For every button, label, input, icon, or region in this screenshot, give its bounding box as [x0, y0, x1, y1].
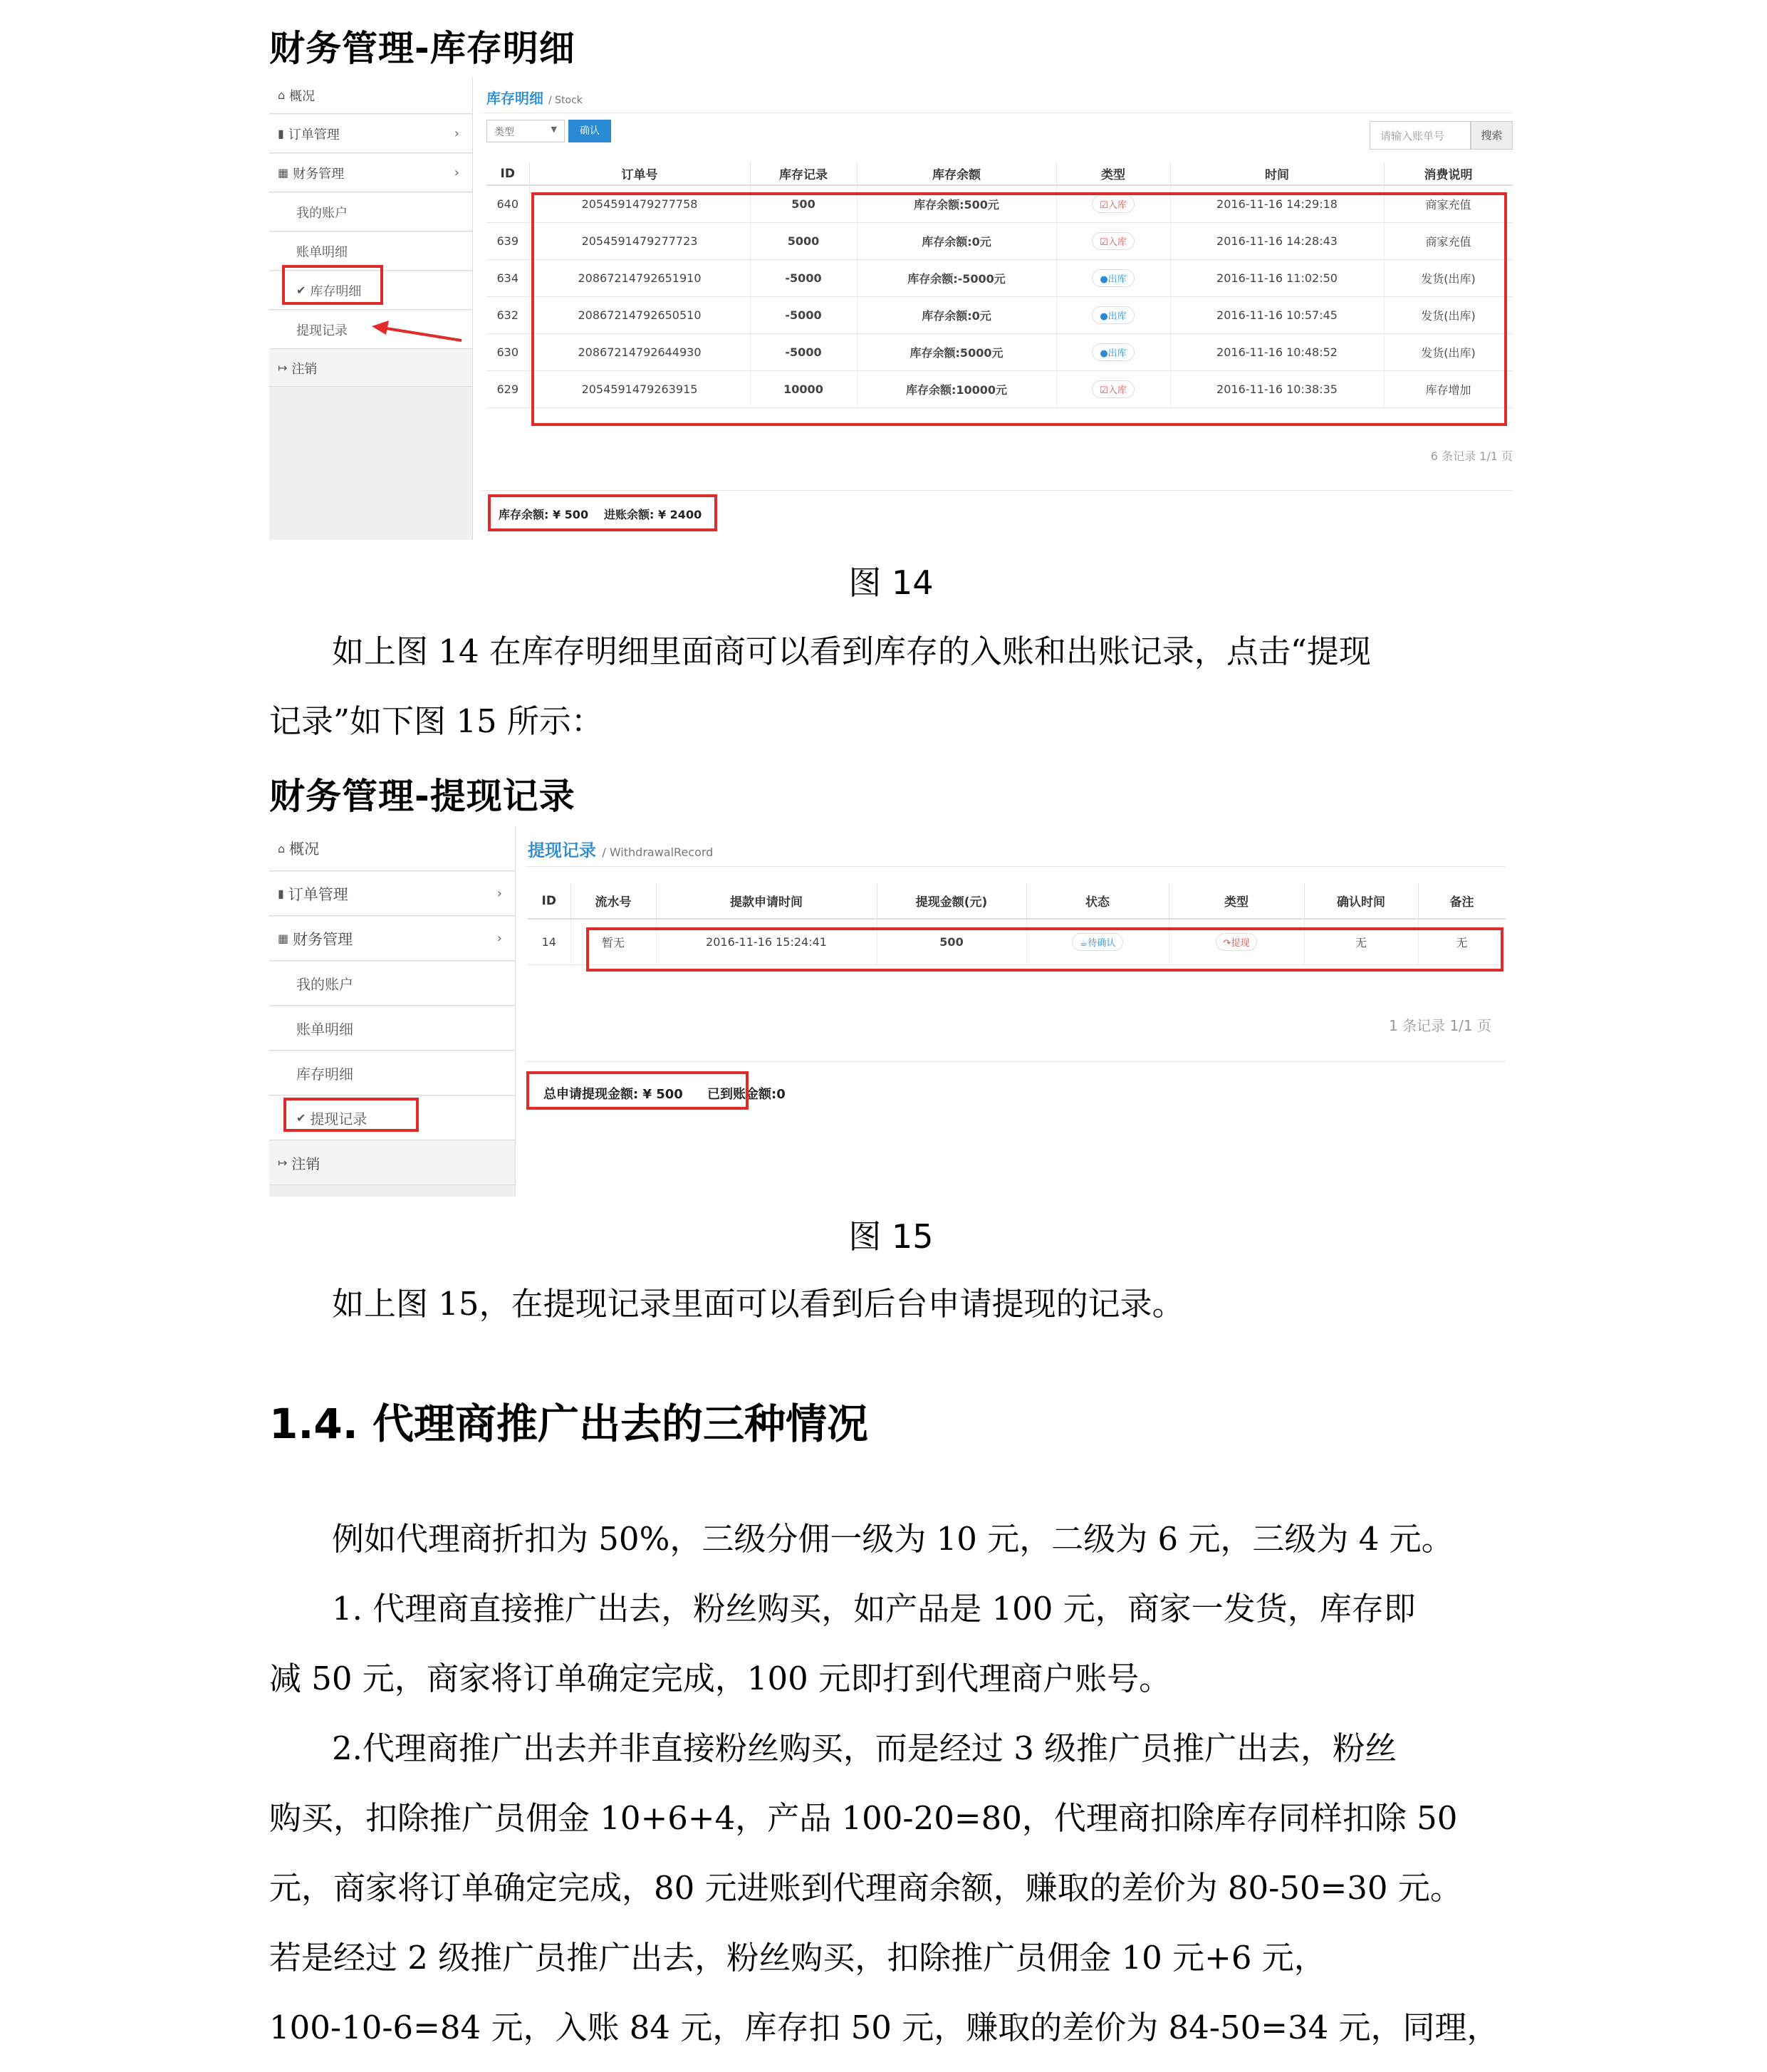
column-header: 订单号 — [529, 162, 750, 185]
status-badge: ☕待确认 — [1072, 933, 1124, 951]
file-icon: ▮ — [278, 127, 284, 140]
screenshot-withdraw-record — [269, 826, 1506, 1197]
caret-down-icon: ▼ — [551, 125, 557, 134]
search-input[interactable]: 请输入账单号 — [1370, 121, 1471, 150]
arrived-amount: 已到账金额:0 — [707, 1087, 786, 1102]
calculator-icon: ▦ — [278, 166, 289, 179]
column-header: ID — [528, 883, 570, 919]
table-header — [486, 162, 1513, 185]
check-icon: ✔ — [296, 1111, 306, 1125]
heading-stock-detail: 财务管理-库存明细 — [269, 28, 575, 69]
paragraph-line: 例如代理商折扣为 50%，三级分佣一级为 10 元，二级为 6 元，三级为 4 元。 — [332, 1520, 1454, 1558]
confirm-button[interactable]: 确认 — [568, 120, 611, 142]
sidebar — [269, 77, 473, 540]
highlight-box — [488, 494, 717, 531]
withdraw-total: 总申请提现金额: ¥ 500 — [543, 1087, 683, 1102]
chevron-right-icon: › — [454, 126, 459, 141]
divider — [483, 490, 1513, 491]
type-badge: ↷提现 — [1216, 933, 1258, 951]
page-title: 提现记录 / WithdrawalRecord — [528, 840, 714, 860]
home-icon: ⌂ — [278, 841, 286, 855]
column-header: 库存记录 — [750, 162, 857, 185]
table-row[interactable]: 640 2054591479277758 500 库存余额:500元 ☑入库 2016-11-16 14:29:18 商家充值 — [486, 185, 1513, 222]
table-row[interactable]: 639 2054591479277723 5000 库存余额:0元 ☑入库 2016-11-16 14:28:43 商家充值 — [486, 222, 1513, 259]
paragraph-line: 如上图 14 在库存明细里面商可以看到库存的入账和出账记录，点击“提现 — [332, 632, 1371, 670]
column-header: 时间 — [1170, 162, 1384, 185]
sidebar-item-bill-detail[interactable]: 账单明细 — [269, 232, 472, 271]
section-title: 1.4. 代理商推广出去的三种情况 — [269, 1400, 868, 1448]
sidebar-item-logout[interactable]: ↦ 注销 — [269, 350, 472, 387]
highlight-box — [531, 192, 1507, 426]
type-badge: ●出库 — [1092, 343, 1134, 361]
column-header: ID — [486, 162, 529, 185]
chevron-right-icon: › — [454, 165, 459, 180]
search-button[interactable]: 搜索 — [1471, 121, 1513, 150]
column-header: 提款申请时间 — [656, 883, 877, 919]
divider — [526, 866, 1506, 867]
divider — [526, 1061, 1506, 1062]
figure-caption: 图 14 — [848, 563, 934, 602]
paragraph-line: 2.代理商推广出去并非直接粉丝购买，而是经过 3 级推广员推广出去，粉丝 — [332, 1729, 1397, 1767]
paragraph-line: 记录”如下图 15 所示： — [269, 702, 603, 740]
column-header: 备注 — [1418, 883, 1506, 919]
income-balance-total: 进账余额: ¥ 2400 — [604, 508, 702, 521]
paragraph-line: 100-10-6=84 元，入账 84 元，库存扣 50 元，赚取的差价为 84-50=34 元，同理， — [269, 2009, 1499, 2046]
highlight-box — [526, 1071, 749, 1110]
paragraph-line: 元，商家将订单确定完成，80 元进账到代理商余额，赚取的差价为 80-50=30 元。 — [269, 1869, 1462, 1907]
column-header: 确认时间 — [1304, 883, 1418, 919]
highlight-box — [283, 1098, 419, 1132]
logout-icon: ↦ — [278, 1156, 288, 1170]
pager-info: 6 条记录 1/1 页 — [1430, 449, 1513, 463]
type-badge: ●出库 — [1092, 306, 1134, 324]
column-header: 提现金额(元) — [877, 883, 1026, 919]
type-badge: ☑入库 — [1092, 380, 1135, 398]
table-header — [528, 883, 1506, 919]
sidebar-item-withdraw-record[interactable]: ✔ 提现记录 — [269, 1096, 515, 1140]
column-header: 类型 — [1169, 883, 1304, 919]
table-row[interactable]: 629 2054591479263915 10000 库存余额:10000元 ☑入库 2016-11-16 10:38:35 库存增加 — [486, 370, 1513, 407]
column-header: 类型 — [1056, 162, 1170, 185]
heading-withdraw-record: 财务管理-提现记录 — [269, 776, 575, 817]
screenshot-stock-detail — [269, 77, 1513, 540]
sidebar-item-stock-detail[interactable]: 库存明细 — [269, 1051, 515, 1095]
paragraph-line: 减 50 元，商家将订单确定完成，100 元即打到代理商户账号。 — [269, 1660, 1172, 1697]
type-badge: ●出库 — [1092, 269, 1134, 287]
sidebar-item-bill-detail[interactable]: 账单明细 — [269, 1006, 515, 1051]
column-header: 流水号 — [570, 883, 656, 919]
chevron-right-icon: › — [496, 886, 502, 901]
column-header: 状态 — [1026, 883, 1169, 919]
figure-caption: 图 15 — [848, 1217, 934, 1256]
paragraph-line: 若是经过 2 级推广员推广出去，粉丝购买，扣除推广员佣金 10 元+6 元， — [269, 1939, 1326, 1977]
sidebar — [269, 826, 516, 1197]
check-icon: ✔ — [296, 283, 306, 297]
sidebar-item-logout[interactable]: ↦ 注销 — [269, 1141, 515, 1185]
type-select[interactable]: 类型 ▼ — [486, 120, 565, 142]
table-row[interactable]: 14 暂无 2016-11-16 15:24:41 500 ☕待确认 ↷提现 无 无 — [528, 919, 1506, 964]
highlight-box — [282, 265, 383, 305]
sidebar-item-orders[interactable]: ▮ 订单管理 › — [269, 115, 472, 153]
home-icon: ⌂ — [278, 88, 286, 102]
sidebar-item-orders[interactable]: ▮ 订单管理 › — [269, 872, 515, 916]
stock-balance-total: 库存余额: ¥ 500 — [499, 508, 589, 521]
logout-icon: ↦ — [278, 361, 288, 375]
column-header: 消费说明 — [1384, 162, 1513, 185]
table-row[interactable]: 632 20867214792650510 -5000 库存余额:0元 ●出库 2016-11-16 10:57:45 发货(出库) — [486, 296, 1513, 333]
sidebar-item-stock-detail[interactable]: ✔ 库存明细 — [269, 271, 472, 310]
type-badge: ☑入库 — [1092, 195, 1135, 213]
chevron-right-icon: › — [496, 931, 502, 946]
paragraph-line: 购买，扣除推广员佣金 10+6+4，产品 100-20=80，代理商扣除库存同样扣除 50 — [269, 1799, 1458, 1837]
page-title: 库存明细 / Stock — [486, 90, 583, 107]
table-row[interactable]: 630 20867214792644930 -5000 库存余额:5000元 ●出库 2016-11-16 10:48:52 发货(出库) — [486, 333, 1513, 370]
file-icon: ▮ — [278, 887, 284, 900]
paragraph-line: 1. 代理商直接推广出去，粉丝购买，如产品是 100 元，商家一发货，库存即 — [332, 1590, 1416, 1628]
paragraph-line: 如上图 15，在提现记录里面可以看到后台申请提现的记录。 — [332, 1285, 1184, 1323]
table-row[interactable]: 634 20867214792651910 -5000 库存余额:-5000元 ●出库 2016-11-16 11:02:50 发货(出库) — [486, 259, 1513, 296]
calculator-icon: ▦ — [278, 932, 289, 945]
column-header: 库存余额 — [857, 162, 1056, 185]
sidebar-item-my-account[interactable]: 我的账户 — [269, 193, 472, 231]
sidebar-item-overview[interactable]: ⌂ 概况 — [269, 77, 472, 114]
arrow-icon — [362, 312, 469, 348]
sidebar-item-my-account[interactable]: 我的账户 — [269, 962, 515, 1006]
sidebar-item-finance[interactable]: ▦ 财务管理 › — [269, 917, 515, 961]
sidebar-item-finance[interactable]: ▦ 财务管理 › — [269, 154, 472, 192]
highlight-box — [586, 927, 1503, 972]
sidebar-item-withdraw-record[interactable]: 提现记录 — [269, 311, 472, 349]
sidebar-item-overview[interactable]: ⌂ 概况 — [269, 826, 515, 871]
type-badge: ☑入库 — [1092, 232, 1135, 250]
pager-info: 1 条记录 1/1 页 — [1389, 1017, 1491, 1034]
